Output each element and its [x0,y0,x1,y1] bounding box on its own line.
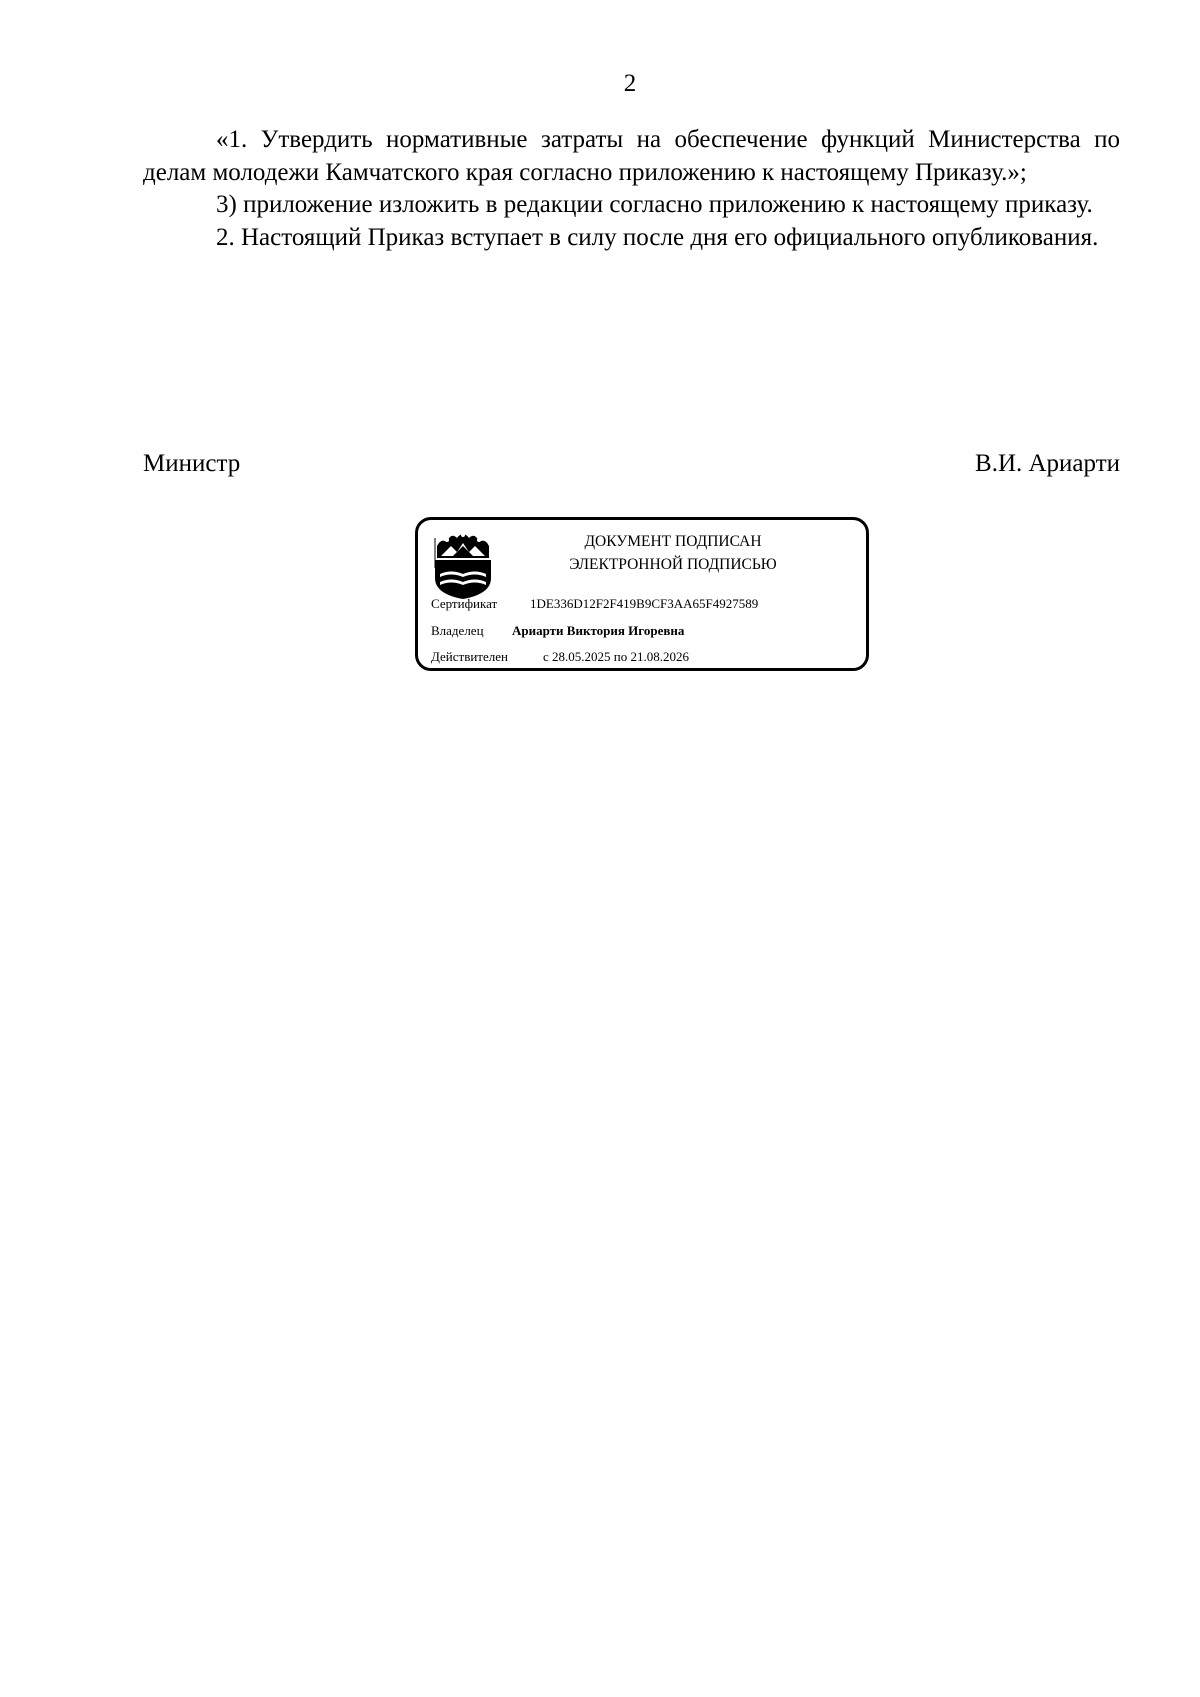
owner-label: Владелец [431,623,484,638]
certificate-value: 1DE336D12F2F419B9CF3AA65F4927589 [530,596,759,611]
page-number: 2 [623,70,637,97]
signatory-position: Министр [143,450,241,477]
document-body [143,124,1120,254]
paragraph-1: «1. Утвердить нормативные затраты на обеспечение функций Министерства по делам молодежи Камчатского края согласно приложению к настоящему Приказу.»; [143,126,1120,186]
coat-of-arms-icon [431,528,495,600]
validity-label: Действителен [431,649,508,664]
paragraph-2: 3) приложение изложить в редакции согласно приложению к настоящему приказу. [216,191,1093,218]
stamp-heading [508,530,838,576]
validity-value: с 28.05.2025 по 21.08.2026 [543,649,689,664]
signatory-name: В.И. Ариарти [975,450,1120,477]
stamp-heading-line-2: ЭЛЕКТРОННОЙ ПОДПИСЬЮ [569,556,777,573]
electronic-signature-stamp [415,517,869,671]
validity-row [431,649,689,665]
owner-value: Ариарти Виктория Игоревна [512,623,685,638]
owner-row [431,623,685,639]
stamp-heading-line-1: ДОКУМЕНТ ПОДПИСАН [584,533,762,550]
signatory-block [143,448,1120,482]
certificate-row [431,596,759,612]
certificate-label: Сертификат [431,596,498,611]
paragraph-3: 2. Настоящий Приказ вступает в силу после дня его официального опубликования. [216,223,1099,251]
